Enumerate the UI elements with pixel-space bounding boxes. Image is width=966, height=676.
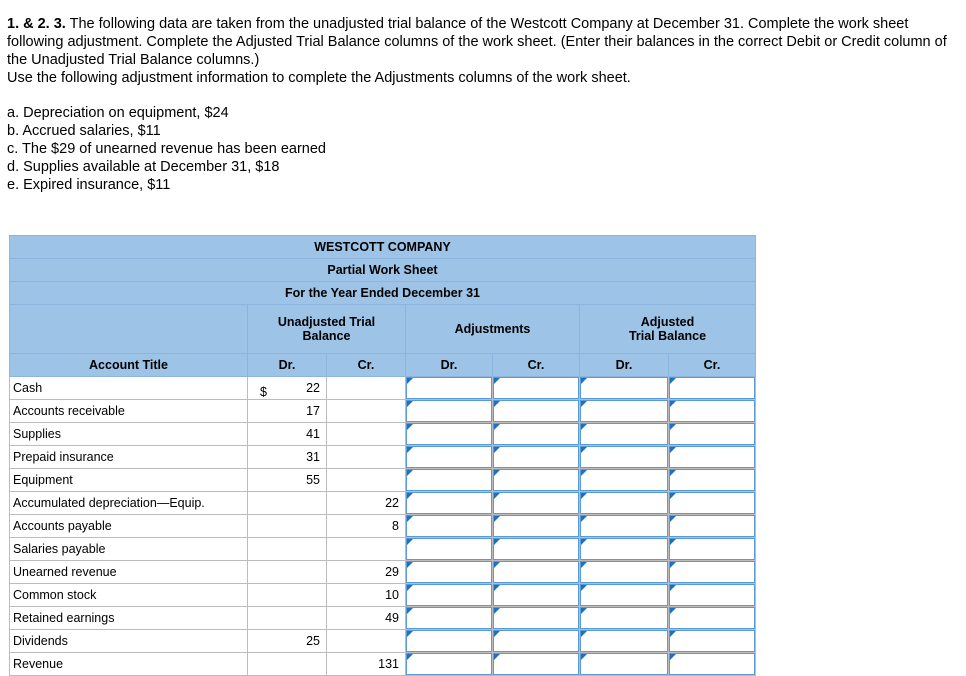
account-title-cell: Revenue	[10, 653, 248, 676]
adj-cr-input[interactable]	[493, 446, 579, 468]
adjtb-cr-cell	[669, 377, 756, 400]
adj-dr-input[interactable]	[406, 538, 492, 560]
unadjusted-cr-cell	[327, 561, 406, 584]
adj-cr-header: Cr.	[493, 354, 580, 377]
adj-dr-input[interactable]	[406, 469, 492, 491]
adj-dr-cell	[406, 469, 493, 492]
dollar-sign: $	[260, 385, 267, 399]
adj-dr-cell	[406, 653, 493, 676]
account-title-cell: Equipment	[10, 469, 248, 492]
adjustment-item: d. Supplies available at December 31, $18	[7, 159, 280, 175]
adjtb-cr-input[interactable]	[669, 561, 755, 583]
adjtb-dr-cell	[580, 469, 669, 492]
adjustment-item: e. Expired insurance, $11	[7, 177, 171, 193]
adj-cr-input[interactable]	[493, 423, 579, 445]
adjtb-cr-input[interactable]	[669, 446, 755, 468]
adj-dr-cell	[406, 446, 493, 469]
unadjusted-cr-amount: 131	[378, 657, 399, 671]
adjtb-cr-cell	[669, 446, 756, 469]
unadjusted-dr-amount: 25	[306, 634, 320, 648]
adj-cr-cell	[493, 377, 580, 400]
adjtb-cr-input[interactable]	[669, 377, 755, 399]
adjtb-dr-input[interactable]	[580, 492, 668, 514]
unadjusted-cr-cell	[327, 607, 406, 630]
unadjusted-cr-cell	[327, 653, 406, 676]
adjtb-cr-input[interactable]	[669, 492, 755, 514]
unadjusted-dr-cell	[248, 423, 327, 446]
adjustment-list	[7, 104, 326, 194]
table-row	[10, 653, 756, 676]
adjtb-dr-cell	[580, 377, 669, 400]
unadjusted-dr-cell	[248, 400, 327, 423]
adj-dr-input[interactable]	[406, 630, 492, 652]
adj-dr-input[interactable]	[406, 515, 492, 537]
adjustment-item: c. The $29 of unearned revenue has been earned	[7, 141, 326, 157]
table-row	[10, 515, 756, 538]
adjtb-cr-cell	[669, 584, 756, 607]
adj-dr-header: Dr.	[406, 354, 493, 377]
adjtb-dr-input[interactable]	[580, 469, 668, 491]
unadjusted-dr-cell	[248, 653, 327, 676]
unadjusted-dr-cell	[248, 515, 327, 538]
adj-cr-cell	[493, 400, 580, 423]
account-title-cell: Salaries payable	[10, 538, 248, 561]
unadjusted-cr-amount: 8	[392, 519, 399, 533]
question-instruction: Use the following adjustment information to complete the Adjustments columns of the work sheet.	[7, 70, 631, 86]
adj-cr-input[interactable]	[493, 538, 579, 560]
unadjusted-cr-amount: 10	[385, 588, 399, 602]
adj-cr-cell	[493, 607, 580, 630]
adj-dr-cell	[406, 377, 493, 400]
adj-dr-cell	[406, 400, 493, 423]
table-row	[10, 584, 756, 607]
unadjusted-cr-cell	[327, 492, 406, 515]
adj-dr-input[interactable]	[406, 561, 492, 583]
adj-dr-input[interactable]	[406, 423, 492, 445]
unadjusted-dr-amount: 22	[306, 381, 320, 395]
account-title-cell: Unearned revenue	[10, 561, 248, 584]
account-title-cell: Dividends	[10, 630, 248, 653]
adj-cr-cell	[493, 423, 580, 446]
adjtb-cr-cell	[669, 469, 756, 492]
adjtb-dr-input[interactable]	[580, 377, 668, 399]
adjustment-item: b. Accrued salaries, $11	[7, 123, 161, 139]
adjtb-cr-input[interactable]	[669, 607, 755, 629]
table-row	[10, 538, 756, 561]
unadjusted-dr-cell	[248, 630, 327, 653]
table-row	[10, 400, 756, 423]
adjusted-header-line2: Trial Balance	[628, 329, 707, 343]
adjtb-cr-cell	[669, 653, 756, 676]
adjtb-dr-input[interactable]	[580, 446, 668, 468]
unadjusted-cr-amount: 29	[385, 565, 399, 579]
sheet-period: For the Year Ended December 31	[10, 282, 756, 305]
unadjusted-dr-cell	[248, 538, 327, 561]
adjtb-cr-input[interactable]	[669, 515, 755, 537]
table-row	[10, 469, 756, 492]
adjtb-dr-input[interactable]	[580, 630, 668, 652]
adjtb-cr-input[interactable]	[669, 469, 755, 491]
unadjusted-cr-cell	[327, 469, 406, 492]
adjtb-dr-cell	[580, 423, 669, 446]
adj-dr-cell	[406, 607, 493, 630]
adjtb-cr-input[interactable]	[669, 400, 755, 422]
adjtb-dr-header: Dr.	[580, 354, 669, 377]
adjtb-cr-cell	[669, 400, 756, 423]
unadjusted-dr-amount: 55	[306, 473, 320, 487]
adj-cr-input[interactable]	[493, 561, 579, 583]
unadj-dr-header: Dr.	[248, 354, 327, 377]
question-number: 1. & 2. 3.	[7, 16, 66, 32]
adjtb-cr-cell	[669, 423, 756, 446]
blank-header	[10, 305, 248, 354]
adjtb-dr-input[interactable]	[580, 538, 668, 560]
unadjusted-dr-cell	[248, 492, 327, 515]
unadjusted-cr-cell	[327, 446, 406, 469]
adj-dr-cell	[406, 423, 493, 446]
account-title-cell: Accounts receivable	[10, 400, 248, 423]
account-title-header: Account Title	[10, 354, 248, 377]
unadjusted-dr-cell	[248, 469, 327, 492]
adjtb-dr-cell	[580, 607, 669, 630]
table-row	[10, 492, 756, 515]
adjtb-cr-cell	[669, 607, 756, 630]
unadjusted-cr-cell	[327, 584, 406, 607]
adj-cr-cell	[493, 492, 580, 515]
adjtb-dr-cell	[580, 400, 669, 423]
unadjusted-cr-amount: 22	[385, 496, 399, 510]
adjtb-dr-cell	[580, 584, 669, 607]
adjtb-cr-input[interactable]	[669, 538, 755, 560]
adj-cr-cell	[493, 584, 580, 607]
unadjusted-dr-amount: 41	[306, 427, 320, 441]
adjtb-cr-input[interactable]	[669, 584, 755, 606]
unadjusted-dr-amount: 31	[306, 450, 320, 464]
adjtb-cr-cell	[669, 515, 756, 538]
adj-dr-input[interactable]	[406, 492, 492, 514]
account-title-cell: Cash	[10, 377, 248, 400]
adjusted-header-line1: Adjusted	[640, 315, 695, 329]
adj-cr-input[interactable]	[493, 630, 579, 652]
unadj-cr-header: Cr.	[327, 354, 406, 377]
adj-dr-cell	[406, 630, 493, 653]
adjtb-dr-input[interactable]	[580, 423, 668, 445]
adjtb-dr-input[interactable]	[580, 400, 668, 422]
adj-cr-input[interactable]	[493, 584, 579, 606]
unadjusted-cr-cell	[327, 630, 406, 653]
adj-dr-cell	[406, 584, 493, 607]
table-row	[10, 377, 756, 400]
table-row	[10, 561, 756, 584]
adj-dr-input[interactable]	[406, 400, 492, 422]
adj-cr-cell	[493, 469, 580, 492]
adjtb-dr-cell	[580, 515, 669, 538]
adj-cr-input[interactable]	[493, 377, 579, 399]
adjtb-cr-input[interactable]	[669, 423, 755, 445]
account-title-cell: Common stock	[10, 584, 248, 607]
adjtb-dr-cell	[580, 630, 669, 653]
adj-cr-cell	[493, 630, 580, 653]
adjtb-cr-input[interactable]	[669, 630, 755, 652]
adjtb-dr-cell	[580, 538, 669, 561]
adjustment-item: a. Depreciation on equipment, $24	[7, 105, 229, 121]
table-row	[10, 607, 756, 630]
adj-dr-input[interactable]	[406, 607, 492, 629]
adj-cr-input[interactable]	[493, 469, 579, 491]
adjusted-header	[580, 305, 756, 354]
adj-cr-cell	[493, 653, 580, 676]
adj-cr-cell	[493, 515, 580, 538]
adj-dr-cell	[406, 515, 493, 538]
adj-cr-input[interactable]	[493, 607, 579, 629]
adj-cr-cell	[493, 538, 580, 561]
adjtb-dr-input[interactable]	[580, 515, 668, 537]
adjtb-dr-input[interactable]	[580, 584, 668, 606]
unadjusted-dr-cell	[248, 377, 327, 400]
adj-dr-cell	[406, 538, 493, 561]
adj-dr-input[interactable]	[406, 446, 492, 468]
question-text	[7, 15, 957, 87]
unadjusted-cr-amount: 49	[385, 611, 399, 625]
unadjusted-cr-cell	[327, 515, 406, 538]
adjtb-dr-cell	[580, 561, 669, 584]
unadjusted-dr-cell	[248, 446, 327, 469]
unadjusted-header-line2: Balance	[302, 329, 351, 343]
adj-cr-input[interactable]	[493, 492, 579, 514]
adjtb-cr-cell	[669, 492, 756, 515]
question-body: The following data are taken from the unadjusted trial balance of the Westcott Company at December 31. Complete the work sheet following adjustment. Complete the Adjusted Trial Balance columns of the work sheet. (Enter their balances in the correct Debit or Credit column of the Unadjusted Trial Balance columns.)	[7, 16, 947, 68]
adj-cr-input[interactable]	[493, 400, 579, 422]
adj-cr-cell	[493, 561, 580, 584]
adjtb-dr-cell	[580, 492, 669, 515]
adj-dr-input[interactable]	[406, 377, 492, 399]
unadjusted-dr-cell	[248, 607, 327, 630]
unadjusted-header-line1: Unadjusted Trial	[277, 315, 376, 329]
adjtb-dr-input[interactable]	[580, 561, 668, 583]
adj-dr-input[interactable]	[406, 584, 492, 606]
table-row	[10, 423, 756, 446]
adjtb-dr-input[interactable]	[580, 607, 668, 629]
adjustments-header: Adjustments	[406, 305, 580, 354]
account-title-cell: Accounts payable	[10, 515, 248, 538]
unadjusted-dr-cell	[248, 561, 327, 584]
unadjusted-header	[248, 305, 406, 354]
table-row	[10, 446, 756, 469]
account-title-cell: Retained earnings	[10, 607, 248, 630]
unadjusted-cr-cell	[327, 538, 406, 561]
unadjusted-cr-cell	[327, 377, 406, 400]
adjtb-cr-cell	[669, 538, 756, 561]
unadjusted-cr-cell	[327, 400, 406, 423]
adjtb-dr-cell	[580, 446, 669, 469]
account-title-cell: Supplies	[10, 423, 248, 446]
table-row	[10, 630, 756, 653]
unadjusted-dr-amount: 17	[306, 404, 320, 418]
work-sheet-table	[9, 235, 756, 676]
adjtb-cr-header: Cr.	[669, 354, 756, 377]
adjtb-cr-cell	[669, 630, 756, 653]
adjtb-dr-cell	[580, 653, 669, 676]
account-title-cell: Accumulated depreciation—Equip.	[10, 492, 248, 515]
sheet-title: Partial Work Sheet	[10, 259, 756, 282]
adj-cr-input[interactable]	[493, 515, 579, 537]
adj-dr-cell	[406, 492, 493, 515]
company-name: WESTCOTT COMPANY	[10, 236, 756, 259]
unadjusted-dr-cell	[248, 584, 327, 607]
adj-dr-cell	[406, 561, 493, 584]
adj-cr-cell	[493, 446, 580, 469]
unadjusted-cr-cell	[327, 423, 406, 446]
account-title-cell: Prepaid insurance	[10, 446, 248, 469]
adjtb-cr-cell	[669, 561, 756, 584]
